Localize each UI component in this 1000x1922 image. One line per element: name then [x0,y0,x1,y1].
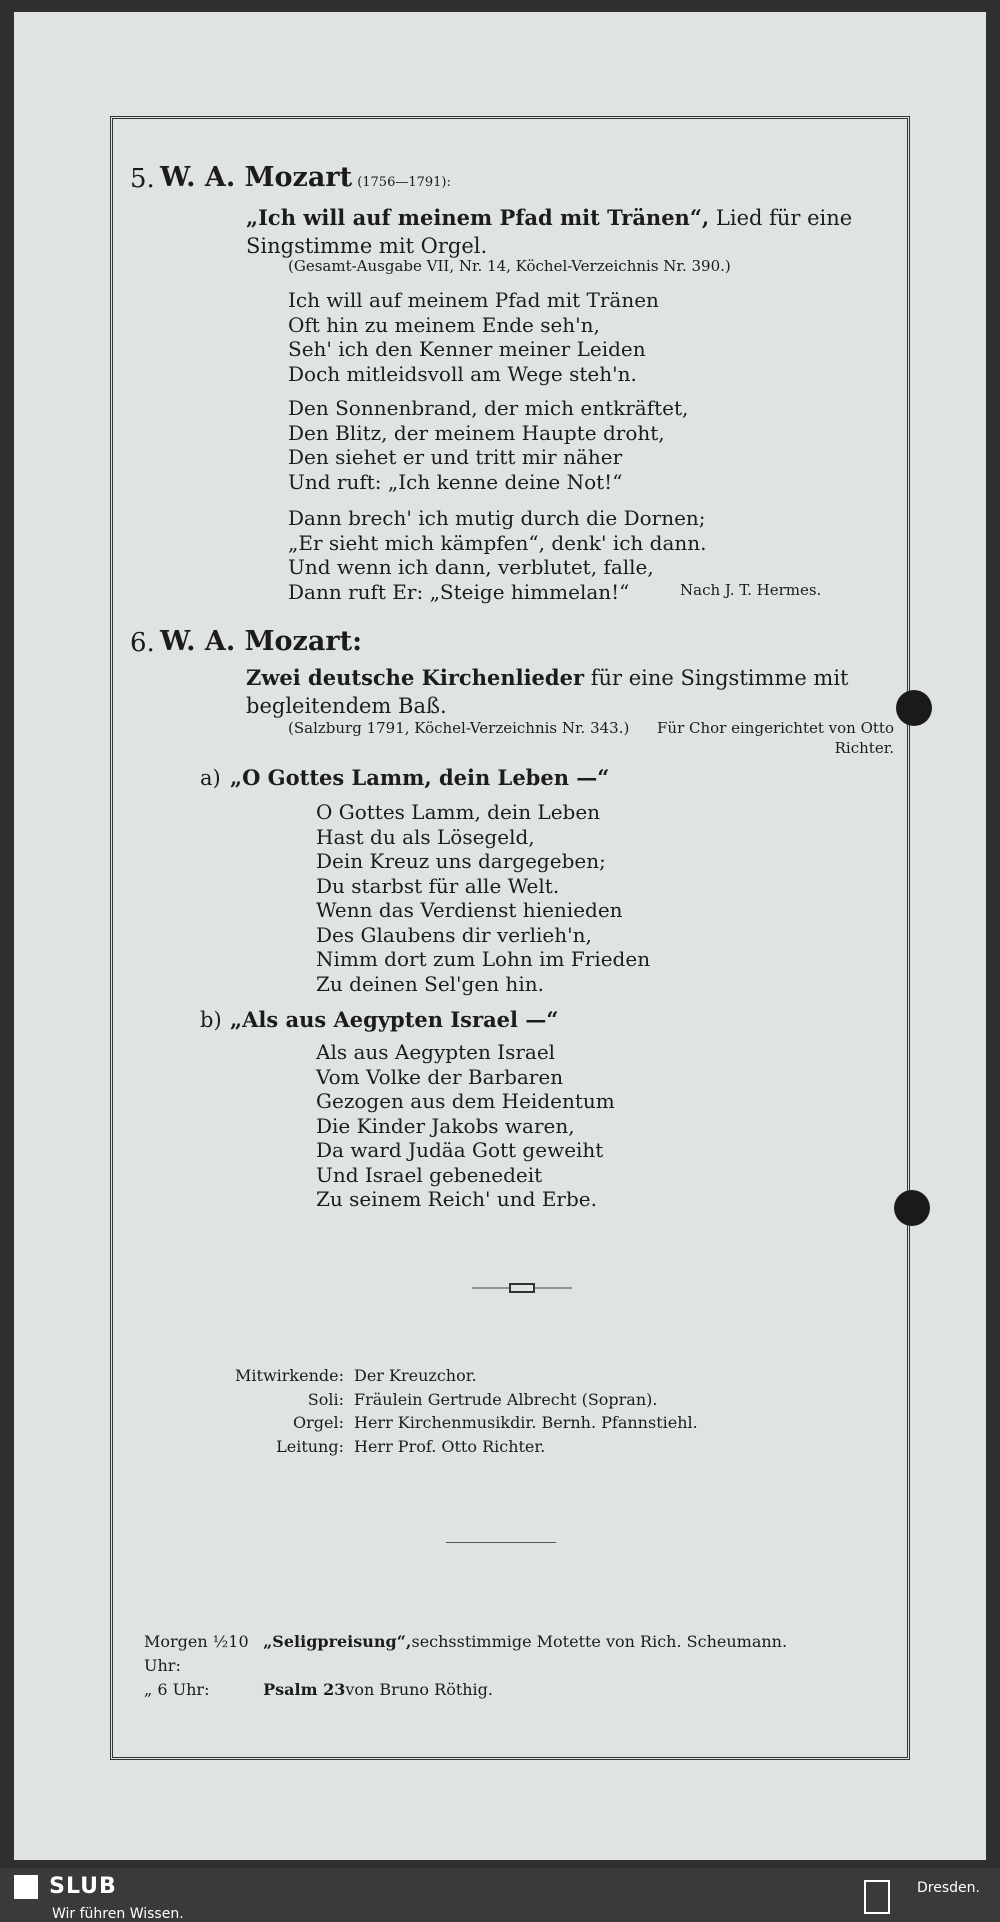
slub-brand: SLUB [49,1874,117,1899]
slub-slogan: Wir führen Wissen. [52,1906,184,1922]
dresden-crest-icon [864,1880,890,1914]
section-5-composer: W. A. Mozart [160,162,353,193]
ornament-divider [472,1282,572,1294]
announcement-time: Morgen ½10 Uhr: [144,1632,249,1675]
section-5-title [246,204,886,260]
section-6-title-rest: für eine Singstimme mit begleitendem Baß. [246,666,849,718]
section-6-arrangement: Für Chor eingerichtet von Otto Richter. [657,719,894,757]
song-b-label: b) [200,1008,222,1032]
credit-label: Soli: [307,1389,344,1409]
credit-row [204,1435,698,1459]
song-b-title: „Als aus Aegypten Israel —“ [230,1007,559,1032]
song-a-text: O Gottes Lamm, dein Leben Hast du als Lösegeld, Dein Kreuz uns dargegeben; Du starbst für alle Welt. Wenn das Verdienst hienieden Des Glaubens dir verlieh'n, Nimm dort zum Lohn im Frieden Zu deinen Sel'gen hin. [316,800,651,996]
announcement-detail: von Bruno Röthig. [345,1680,493,1699]
announcement-time: „ 6 Uhr: [144,1680,210,1699]
section-5-stanza-2: Den Sonnenbrand, der mich entkräftet, Den Blitz, der meinem Haupte droht, Den siehet er und tritt mir näher Und ruft: „Ich kenne deine Not!“ [288,396,689,494]
punch-hole [896,690,932,726]
credit-label: Orgel: [293,1413,344,1432]
section-5-dates: (1756—1791): [357,175,451,190]
credit-row [204,1411,698,1435]
song-a-title: „O Gottes Lamm, dein Leben —“ [230,765,610,790]
dresden-logo[interactable]: Dresden. [917,1880,980,1896]
credit-label: Leitung: [276,1436,344,1456]
section-5-reference: (Gesamt-Ausgabe VII, Nr. 14, Köchel-Verzeichnis Nr. 390.) [288,257,731,275]
punch-hole [894,1190,930,1226]
credit-row [204,1388,698,1412]
section-6-title [246,664,886,720]
credit-row [204,1364,698,1388]
announcement-row [144,1630,787,1678]
section-5-attribution: Nach J. T. Hermes. [680,581,822,599]
section-6-title-bold: Zwei deutsche Kirchenlieder [246,665,585,690]
credit-label: Mitwirkende: [235,1366,344,1385]
credit-value: Fräulein Gertrude Albrecht (Sopran). [354,1389,658,1409]
divider-line [446,1542,556,1543]
credits-list [204,1364,698,1458]
announcement-row [144,1678,787,1702]
announcement-detail: sechsstimmige Motette von Rich. Scheumann. [411,1632,788,1651]
section-5-stanza-1: Ich will auf meinem Pfad mit Tränen Oft hin zu meinem Ende seh'n, Seh' ich den Kenner meiner Leiden Doch mitleidsvoll am Wege steh'n. [288,288,659,386]
credit-value: Herr Prof. Otto Richter. [354,1436,546,1456]
section-5-stanza-3: Dann brech' ich mutig durch die Dornen; „Er sieht mich kämpfen“, denk' ich dann. Und wenn ich dann, verblutet, falle, Dann ruft Er: „Steige himmelan!“ [288,506,707,604]
program-page [14,12,986,1860]
announcement-work: Psalm 23 [263,1680,346,1699]
slub-logo[interactable] [14,1874,184,1922]
section-5-heading [160,162,451,193]
footer-bar [0,1868,1000,1922]
section-6-number: 6. [130,628,155,658]
credit-value: Der Kreuzchor. [354,1366,477,1385]
song-a-label: a) [200,766,221,790]
announcement-work: „Seligpreisung“, [263,1632,412,1651]
section-5-number: 5. [130,164,155,194]
section-6-reference: (Salzburg 1791, Köchel-Verzeichnis Nr. 343.) [288,719,630,737]
credit-value: Herr Kirchenmusikdir. Bernh. Pfannstiehl. [354,1413,698,1432]
slub-logo-icon [14,1875,38,1899]
announcement [144,1630,787,1702]
section-6-composer: W. A. Mozart: [160,626,363,657]
section-5-title-bold: „Ich will auf meinem Pfad mit Tränen“, [246,205,710,230]
section-5-title-rest: Lied für eine Singstimme mit Orgel. [246,206,853,258]
song-b-text: Als aus Aegypten Israel Vom Volke der Barbaren Gezogen aus dem Heidentum Die Kinder Jakobs waren, Da ward Judäa Gott geweiht Und Israel gebenedeit Zu seinem Reich' und Erbe. [316,1040,615,1211]
